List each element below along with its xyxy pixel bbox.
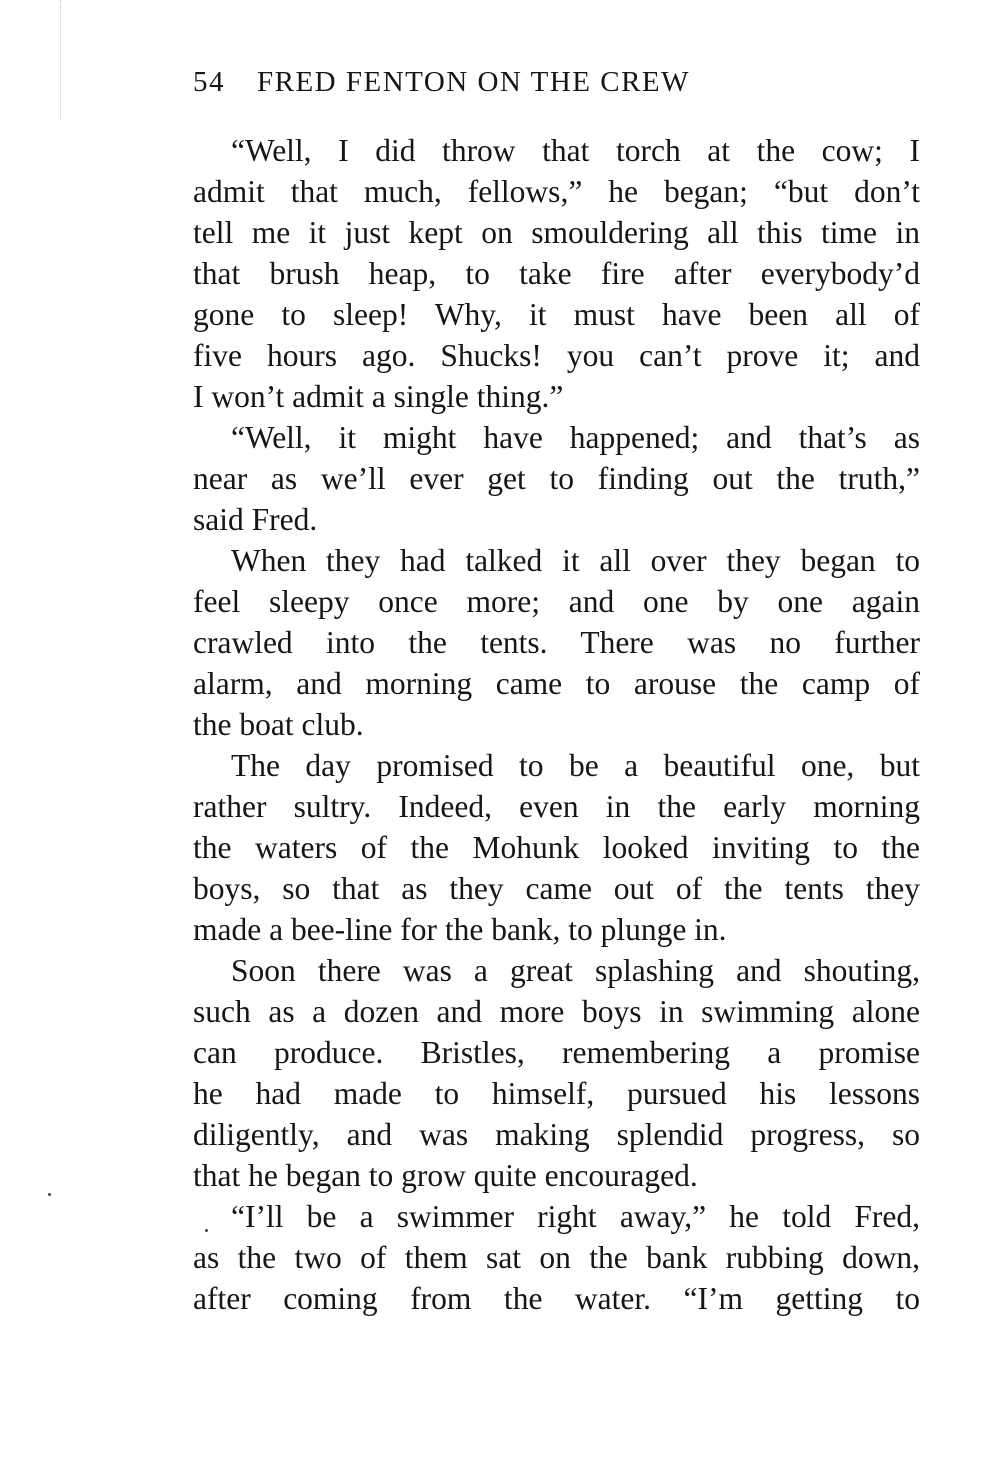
- text-line: “Well, I did throw that torch at the cow; I: [231, 133, 920, 168]
- text-line: as the two of them sat on the bank rubbing down,: [193, 1240, 920, 1275]
- text-line: When they had talked it all over they began to: [231, 543, 920, 578]
- body-text: [193, 130, 920, 1319]
- text-line: made a bee-line for the bank, to plunge in.: [193, 912, 727, 947]
- text-line: The day promised to be a beautiful one, but: [231, 748, 920, 783]
- text-line: admit that much, fellows,” he began; “but don’t: [193, 174, 920, 209]
- text-line: “I’ll be a swimmer right away,” he told Fred,: [231, 1199, 920, 1234]
- text-line: the waters of the Mohunk looked inviting to the: [193, 830, 920, 865]
- text-line: Soon there was a great splashing and shouting,: [231, 953, 920, 988]
- text-line: boys, so that as they came out of the tents they: [193, 871, 920, 906]
- text-line: gone to sleep! Why, it must have been all of: [193, 297, 920, 332]
- text-line: crawled into the tents. There was no further: [193, 625, 920, 660]
- running-title: FRED FENTON ON THE CREW: [257, 66, 690, 98]
- text-line: alarm, and morning came to arouse the camp of: [193, 666, 920, 701]
- text-line: that brush heap, to take fire after everybody’d: [193, 256, 920, 291]
- text-line: after coming from the water. “I’m getting to: [193, 1281, 920, 1316]
- running-header: [193, 62, 923, 102]
- text-line: “Well, it might have happened; and that’s as: [231, 420, 920, 455]
- text-line: five hours ago. Shucks! you can’t prove it; and: [193, 338, 920, 373]
- text-line: he had made to himself, pursued his lessons: [193, 1076, 920, 1111]
- scan-margin-specks: [60, 0, 63, 120]
- text-line: the boat club.: [193, 707, 364, 742]
- scan-speck: [48, 1193, 51, 1196]
- text-line: near as we’ll ever get to finding out the truth,”: [193, 461, 920, 496]
- text-line: rather sultry. Indeed, even in the early morning: [193, 789, 920, 824]
- text-line: feel sleepy once more; and one by one again: [193, 584, 920, 619]
- text-line: said Fred.: [193, 502, 318, 537]
- text-line: can produce. Bristles, remembering a promise: [193, 1035, 920, 1070]
- text-line: tell me it just kept on smouldering all this time in: [193, 215, 920, 250]
- text-line: that he began to grow quite encouraged.: [193, 1158, 698, 1193]
- text-line: such as a dozen and more boys in swimming alone: [193, 994, 920, 1029]
- text-line: diligently, and was making splendid progress, so: [193, 1117, 920, 1152]
- text-line: I won’t admit a single thing.”: [193, 379, 564, 414]
- page-number: 54: [193, 66, 225, 98]
